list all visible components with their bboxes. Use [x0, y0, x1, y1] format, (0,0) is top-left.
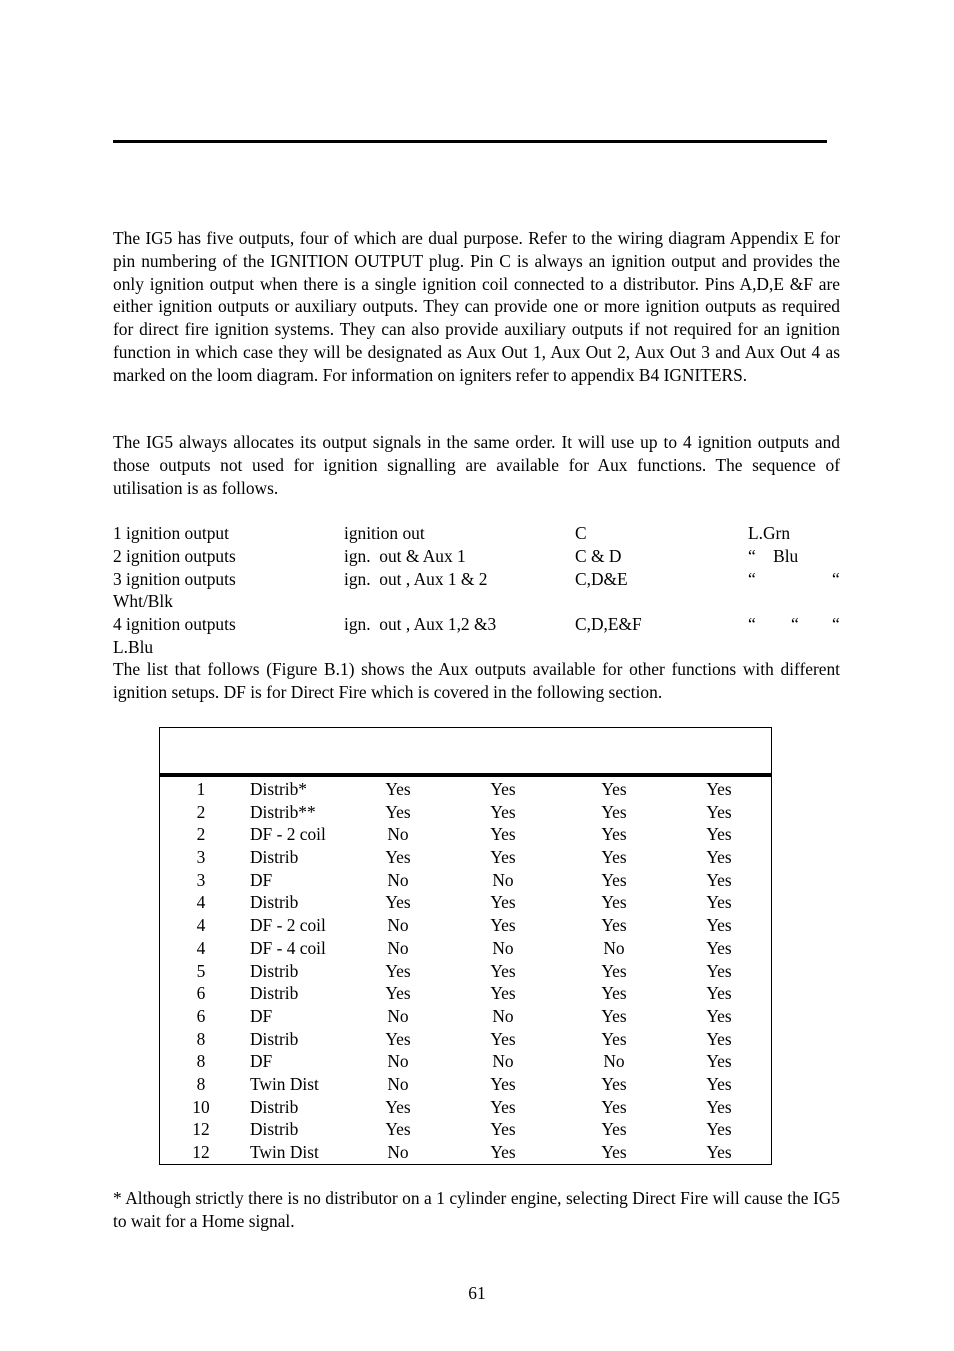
cell-ignition-type: DF - 2 coil — [250, 824, 326, 845]
sequence-use: ign. out & Aux 1 — [344, 545, 466, 566]
cell-aux-out-1: Yes — [385, 847, 411, 868]
cell-aux-out-2: Yes — [490, 824, 516, 845]
table-row — [160, 778, 771, 801]
cell-aux-out-2: Yes — [490, 1073, 516, 1094]
cell-ignition-type: Distrib** — [250, 801, 316, 822]
cell-ignition-type: Distrib — [250, 960, 299, 981]
table-row — [160, 801, 771, 824]
cell-ignition-type: Distrib — [250, 1119, 299, 1140]
sequence-ditto-mark: “ — [748, 568, 756, 589]
cell-cylinders: 8 — [196, 1028, 206, 1049]
table-row — [160, 891, 771, 914]
sequence-ditto-mark: “ — [791, 614, 799, 635]
cell-aux-out-1: No — [387, 1073, 409, 1094]
cell-aux-out-2: No — [492, 1051, 514, 1072]
table-row — [160, 846, 771, 869]
sequence-use: ign. out , Aux 1 & 2 — [344, 568, 488, 589]
header-rule — [113, 140, 827, 143]
sequence-row — [113, 545, 840, 568]
cell-aux-out-3: Yes — [601, 824, 627, 845]
cell-ignition-type: Distrib — [250, 847, 299, 868]
cell-aux-out-1: No — [387, 937, 409, 958]
cell-aux-out-2: No — [492, 869, 514, 890]
cell-aux-out-3: Yes — [601, 1028, 627, 1049]
table-header — [160, 728, 771, 777]
cell-cylinders: 3 — [196, 869, 206, 890]
cell-ignition-type: Twin Dist — [250, 1073, 319, 1094]
cell-aux-out-4: Yes — [706, 824, 732, 845]
cell-aux-out-1: Yes — [385, 892, 411, 913]
cell-aux-out-3: Yes — [601, 847, 627, 868]
cell-cylinders: 2 — [196, 824, 206, 845]
cell-cylinders: 5 — [196, 960, 206, 981]
cell-aux-out-2: Yes — [490, 915, 516, 936]
cell-aux-out-4: Yes — [706, 1005, 732, 1026]
page-number: 61 — [468, 1283, 486, 1303]
table-row — [160, 1050, 771, 1073]
cell-aux-out-3: Yes — [601, 779, 627, 799]
cell-ignition-type: Twin Dist — [250, 1142, 319, 1162]
cell-ignition-type: Distrib — [250, 1028, 299, 1049]
cell-aux-out-2: Yes — [490, 892, 516, 913]
cell-aux-out-1: Yes — [385, 779, 411, 799]
cell-aux-out-3: No — [603, 1051, 625, 1072]
sequence-use: ign. out , Aux 1,2 &3 — [344, 614, 497, 635]
sequence-ditto-mark: “ — [832, 568, 840, 589]
cell-aux-out-2: Yes — [490, 1028, 516, 1049]
cell-cylinders: 6 — [196, 1005, 206, 1026]
cell-aux-out-2: Yes — [490, 960, 516, 981]
cell-aux-out-4: Yes — [706, 937, 732, 958]
cell-ignition-type: Distrib — [250, 983, 299, 1004]
sequence-row — [113, 522, 840, 545]
cell-aux-out-2: Yes — [490, 1142, 516, 1162]
sequence-ditto-mark: “ — [748, 614, 756, 635]
cell-ignition-type: Distrib* — [250, 779, 308, 799]
cell-cylinders: 4 — [196, 937, 206, 958]
cell-aux-out-3: Yes — [601, 960, 627, 981]
cell-aux-out-4: Yes — [706, 869, 732, 890]
cell-cylinders: 12 — [192, 1119, 210, 1140]
cell-aux-out-4: Yes — [706, 1096, 732, 1117]
cell-cylinders: 4 — [196, 915, 206, 936]
table-row — [160, 1073, 771, 1096]
table-row — [160, 823, 771, 846]
cell-aux-out-4: Yes — [706, 801, 732, 822]
sequence-outputs: 4 ignition outputs — [113, 614, 236, 635]
cell-aux-out-4: Yes — [706, 779, 732, 799]
sequence-use: ignition out — [344, 523, 425, 543]
cell-aux-out-2: No — [492, 937, 514, 958]
cell-aux-out-2: No — [492, 1005, 514, 1026]
cell-aux-out-1: No — [387, 1142, 409, 1162]
cell-aux-out-4: Yes — [706, 960, 732, 981]
sequence-wire-colour: L.Grn — [748, 523, 791, 543]
sequence-ditto-mark: “ — [832, 614, 840, 635]
paragraph-allocation-order: The IG5 always allocates its output signals in the same order. It will use up to 4 ignition outputs and those outputs not used for ignition signalling are available for Aux functions. The sequence of utilisation is as follows. — [113, 432, 840, 498]
cell-cylinders: 1 — [196, 779, 206, 799]
table-row — [160, 982, 771, 1005]
cell-ignition-type: DF - 2 coil — [250, 915, 326, 936]
sequence-pins: C,D&E — [575, 568, 628, 589]
table-row — [160, 960, 771, 983]
cell-aux-out-1: Yes — [385, 983, 411, 1004]
cell-aux-out-1: Yes — [385, 1028, 411, 1049]
cell-aux-out-3: Yes — [601, 915, 627, 936]
cell-ignition-type: DF - 4 coil — [250, 937, 326, 958]
footnote: * Although strictly there is no distributor on a 1 cylinder engine, selecting Direct Fire will cause the IG5 to wait for a Home signal. — [113, 1188, 840, 1231]
table-row — [160, 914, 771, 937]
output-sequence-list — [113, 522, 840, 659]
cell-aux-out-1: Yes — [385, 960, 411, 981]
table-row — [160, 937, 771, 960]
cell-cylinders: 6 — [196, 983, 206, 1004]
cell-cylinders: 2 — [196, 801, 206, 822]
sequence-pins: C,D,E&F — [575, 614, 642, 635]
cell-ignition-type: DF — [250, 869, 273, 890]
sequence-row — [113, 568, 840, 614]
table-row — [160, 1005, 771, 1028]
cell-aux-out-3: Yes — [601, 869, 627, 890]
cell-aux-out-2: Yes — [490, 779, 516, 799]
cell-aux-out-2: Yes — [490, 801, 516, 822]
sequence-outputs: 3 ignition outputs — [113, 568, 236, 589]
cell-aux-out-3: Yes — [601, 1005, 627, 1026]
cell-aux-out-4: Yes — [706, 1142, 732, 1162]
cell-aux-out-1: No — [387, 869, 409, 890]
sequence-outputs: 2 ignition outputs — [113, 545, 236, 566]
table-row — [160, 1141, 771, 1164]
sequence-outputs: 1 ignition output — [113, 523, 229, 543]
cell-cylinders: 10 — [192, 1096, 210, 1117]
cell-cylinders: 12 — [192, 1142, 210, 1162]
cell-aux-out-1: No — [387, 915, 409, 936]
table-row — [160, 1028, 771, 1051]
table-row — [160, 1096, 771, 1119]
cell-cylinders: 3 — [196, 847, 206, 868]
table-body — [160, 777, 771, 1164]
sequence-row — [113, 613, 840, 659]
cell-aux-out-1: No — [387, 1005, 409, 1026]
cell-aux-out-4: Yes — [706, 1119, 732, 1140]
cell-aux-out-3: Yes — [601, 892, 627, 913]
cell-aux-out-1: Yes — [385, 801, 411, 822]
sequence-pins: C & D — [575, 545, 622, 566]
cell-aux-out-4: Yes — [706, 1028, 732, 1049]
paragraph-figure-intro: The list that follows (Figure B.1) shows the Aux outputs available for other functions with different ignition setups. DF is for Direct Fire which is covered in the following section. — [113, 659, 840, 702]
cell-aux-out-1: Yes — [385, 1096, 411, 1117]
cell-aux-out-3: Yes — [601, 801, 627, 822]
cell-aux-out-2: Yes — [490, 1096, 516, 1117]
aux-outputs-table — [159, 727, 772, 1165]
cell-aux-out-4: Yes — [706, 983, 732, 1004]
sequence-pins: C — [575, 523, 587, 543]
sequence-wire-colour: L.Blu — [113, 636, 154, 657]
cell-cylinders: 8 — [196, 1051, 206, 1072]
cell-ignition-type: Distrib — [250, 892, 299, 913]
cell-aux-out-1: No — [387, 824, 409, 845]
sequence-wire-colour: Wht/Blk — [113, 591, 173, 612]
cell-aux-out-3: Yes — [601, 1119, 627, 1140]
cell-aux-out-3: No — [603, 937, 625, 958]
cell-aux-out-2: Yes — [490, 1119, 516, 1140]
table-row — [160, 869, 771, 892]
table-row — [160, 1118, 771, 1141]
cell-aux-out-2: Yes — [490, 983, 516, 1004]
cell-cylinders: 8 — [196, 1073, 206, 1094]
cell-aux-out-4: Yes — [706, 847, 732, 868]
cell-aux-out-1: No — [387, 1051, 409, 1072]
cell-aux-out-4: Yes — [706, 892, 732, 913]
cell-ignition-type: DF — [250, 1005, 273, 1026]
paragraph-outputs-intro: The IG5 has five outputs, four of which are dual purpose. Refer to the wiring diagram Appendix E for pin numbering of the IGNITION OUTPUT plug. Pin C is always an ignition output and provides the only ignition output when there is a single ignition coil connected to a distributor. Pins A,D,E &F are either ignition outputs or auxiliary outputs. They can provide one or more ignition outputs as required for direct fire ignition systems. They can also provide auxiliary outputs if not required for an ignition function in which case they will be designated as Aux Out 1, Aux Out 2, Aux Out 3 and Aux Out 4 as marked on the loom diagram. For information on igniters refer to appendix B4 IGNITERS. — [113, 228, 840, 385]
cell-aux-out-3: Yes — [601, 1096, 627, 1117]
cell-ignition-type: Distrib — [250, 1096, 299, 1117]
cell-aux-out-3: Yes — [601, 983, 627, 1004]
cell-aux-out-4: Yes — [706, 915, 732, 936]
cell-ignition-type: DF — [250, 1051, 273, 1072]
cell-aux-out-4: Yes — [706, 1073, 732, 1094]
cell-aux-out-3: Yes — [601, 1073, 627, 1094]
cell-aux-out-1: Yes — [385, 1119, 411, 1140]
cell-cylinders: 4 — [196, 892, 206, 913]
cell-aux-out-3: Yes — [601, 1142, 627, 1162]
sequence-wire-colour: “ Blu — [748, 545, 799, 566]
cell-aux-out-2: Yes — [490, 847, 516, 868]
cell-aux-out-4: Yes — [706, 1051, 732, 1072]
